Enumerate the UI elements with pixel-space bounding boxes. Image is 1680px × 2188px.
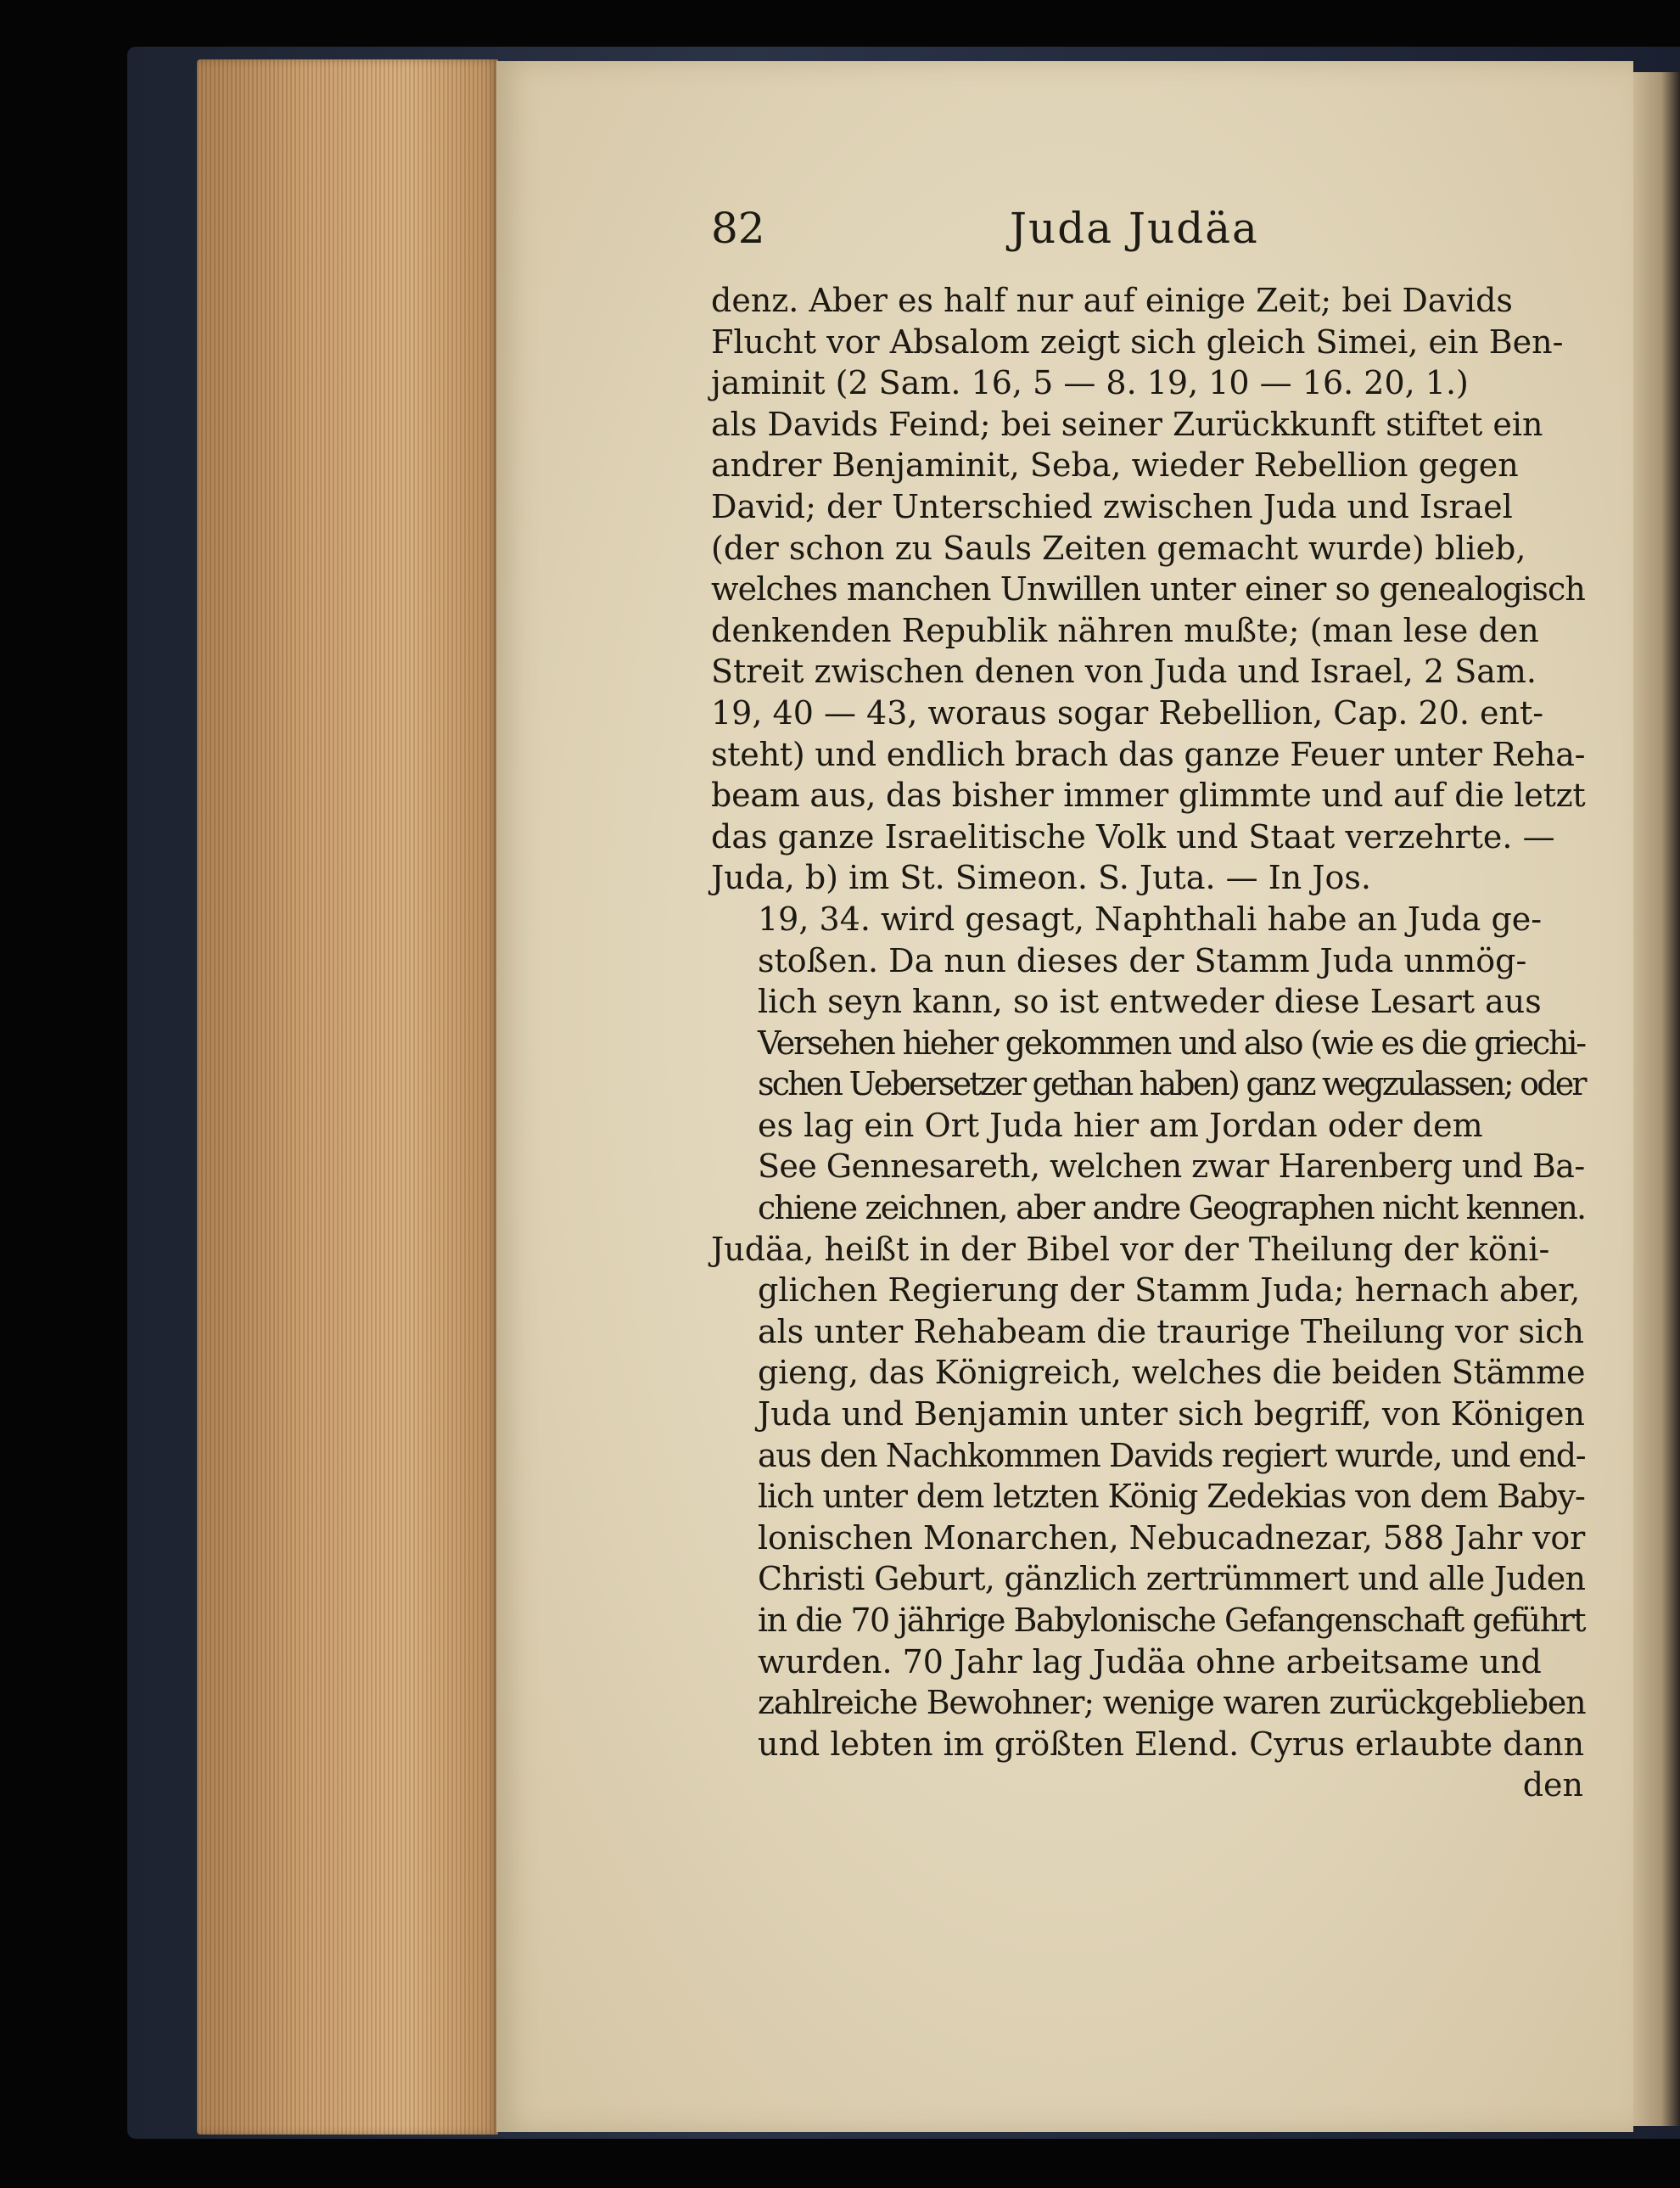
text-line: andrer Benjaminit, Seba, wieder Rebellion gegen [711, 446, 1519, 485]
entry-heading-line: Juda, b) im St. Simeon. S. Juta. — In Jos. [711, 859, 1371, 897]
text-line: lich unter dem letzten König Zedekias von dem Baby- [758, 1478, 1585, 1516]
text-line: Streit zwischen denen von Juda und Israel, 2 Sam. [711, 653, 1537, 691]
text-line: 19, 34. wird gesagt, Naphthali habe an Juda ge- [758, 900, 1543, 938]
page-number: 82 [711, 204, 765, 253]
body-text [711, 280, 1585, 1806]
facing-page-edge [1633, 72, 1680, 2126]
text-line: als unter Rehabeam die traurige Theilung vor sich [758, 1312, 1584, 1350]
text-line: lonischen Monarchen, Nebucadnezar, 588 Jahr vor [758, 1518, 1586, 1557]
text-line: steht) und endlich brach das ganze Feuer unter Reha- [711, 735, 1586, 773]
catchword: den [1522, 1766, 1583, 1804]
page-header [711, 195, 1593, 263]
text-line: es lag ein Ort Juda hier am Jordan oder dem [758, 1106, 1483, 1144]
text-line: schen Uebersetzer gethan haben) ganz wegzulassen; oder [758, 1065, 1585, 1103]
running-title: Juda Judäa [1010, 204, 1259, 253]
text-line: denz. Aber es half nur auf einige Zeit; bei Davids [711, 282, 1513, 319]
text-line: glichen Regierung der Stamm Juda; hernach aber, [758, 1271, 1581, 1310]
text-line: 19, 40 — 43, woraus sogar Rebellion, Cap. 20. ent- [711, 693, 1544, 732]
text-line: wurden. 70 Jahr lag Judäa ohne arbeitsame und [758, 1642, 1542, 1680]
text-line: Christi Geburt, gänzlich zertrümmert und alle Juden [758, 1560, 1586, 1598]
text-line: Flucht vor Absalom zeigt sich gleich Simei, ein Ben- [711, 323, 1564, 361]
text-line: David; der Unterschied zwischen Juda und Israel [711, 487, 1513, 525]
text-line: jaminit (2 Sam. 16, 5 — 8. 19, 10 — 16. 20, 1.) [711, 364, 1469, 402]
text-line: das ganze Israelitische Volk und Staat verzehrte. — [711, 817, 1555, 856]
text-line: stoßen. Da nun dieses der Stamm Juda unmög- [758, 941, 1527, 979]
text-line: als Davids Feind; bei seiner Zurückkunft stiftet ein [711, 405, 1543, 443]
entry-heading-line: Judäa, heißt in der Bibel vor der Theilung der köni- [711, 1230, 1550, 1268]
text-line: in die 70 jährige Babylonische Gefangenschaft geführt [758, 1602, 1586, 1639]
text-line: chiene zeichnen, aber andre Geographen nicht kennen. [758, 1189, 1586, 1227]
text-line: gieng, das Königreich, welches die beiden Stämme [758, 1354, 1586, 1392]
text-line: aus den Nachkommen Davids regiert wurde, und end- [758, 1436, 1586, 1474]
text-line: welches manchen Unwillen unter einer so genealogisch [711, 570, 1585, 609]
text-line: denkenden Republik nähren mußte; (man lese den [711, 611, 1539, 649]
text-line: Versehen hieher gekommen und also (wie es die griechi- [758, 1024, 1585, 1062]
text-line: zahlreiche Bewohner; wenige waren zurückgeblieben [758, 1684, 1586, 1722]
text-line: beam aus, das bisher immer glimmte und auf die letzt [711, 777, 1586, 815]
text-line: lich seyn kann, so ist entweder diese Lesart aus [758, 983, 1542, 1021]
text-line: (der schon zu Sauls Zeiten gemacht wurde) blieb, [711, 529, 1526, 567]
text-line: See Gennesareth, welchen zwar Harenberg und Ba- [758, 1147, 1585, 1186]
text-line: Juda und Benjamin unter sich begriff, von Königen [758, 1395, 1585, 1433]
text-line: und lebten im größten Elend. Cyrus erlaubte dann [758, 1725, 1585, 1763]
page-edges [197, 59, 498, 2135]
